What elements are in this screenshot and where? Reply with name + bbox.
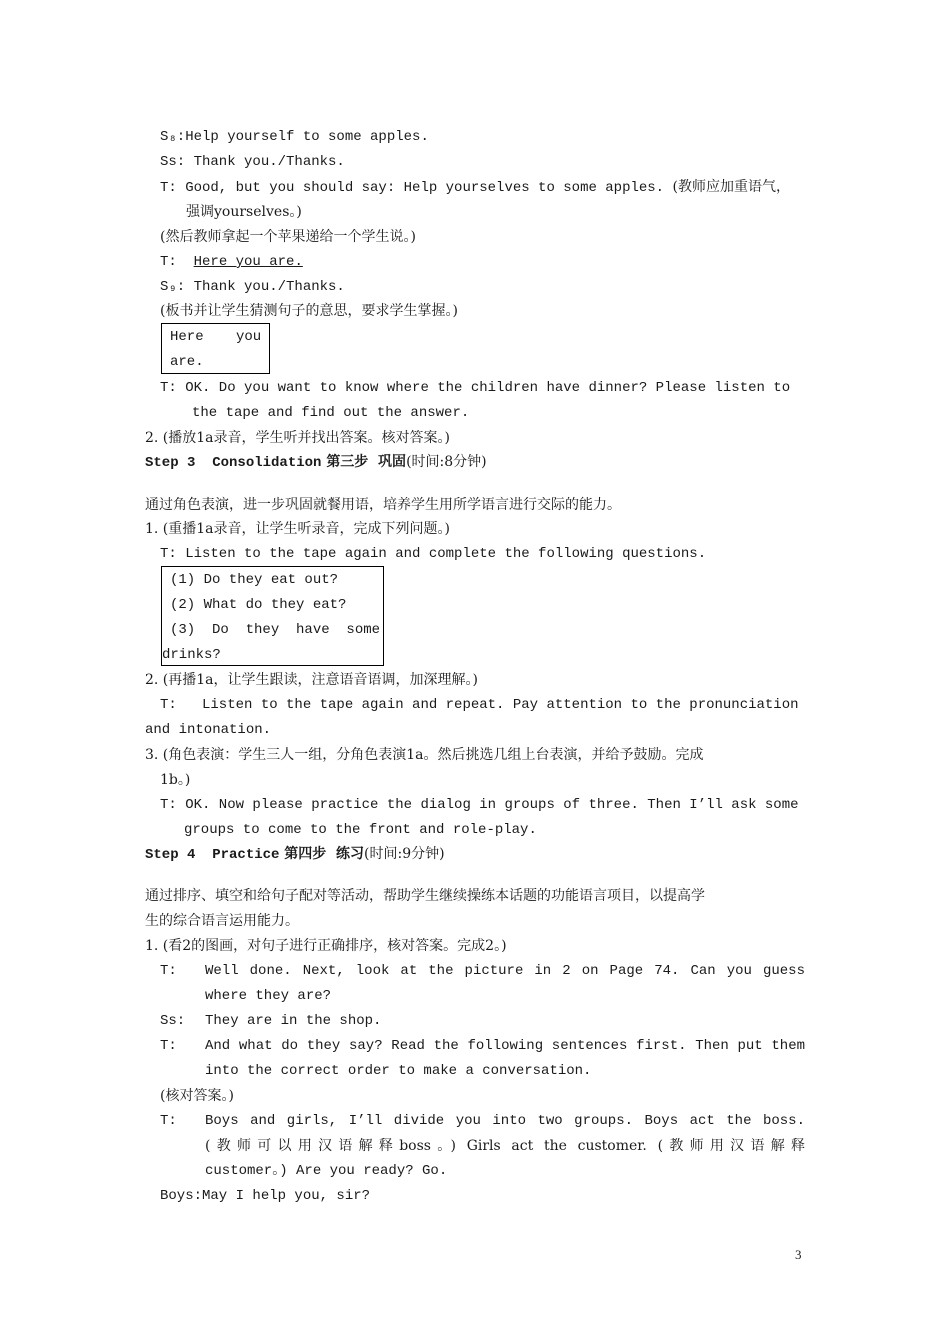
- dialog-line-t-here: [160, 252, 303, 272]
- page-number: 3: [795, 1247, 802, 1262]
- step-3-heading: [145, 452, 487, 473]
- procedure-item-3-continued: 1b。): [160, 772, 191, 788]
- dialog-line-ss: Ss: Thank you./Thanks.: [160, 154, 345, 170]
- procedure-item-2: 2. (播放1a录音，学生听并找出答案。核对答案。): [145, 430, 450, 446]
- procedure-item-3: 3. (角色表演：学生三人一组，分角色表演1a。然后挑选几组上台表演，并给予鼓励。完成: [145, 747, 704, 763]
- procedure-item-1: 1. (重播1a录音，让学生听录音，完成下列问题。): [145, 521, 450, 537]
- step-4-heading: [145, 844, 445, 865]
- question-3-continued: drinks?: [162, 647, 221, 663]
- dialog-line-continued-3: groups to come to the front and role-play.: [184, 822, 537, 838]
- step-4-goal: 通过排序、填空和给句子配对等活动，帮助学生继续操练本话题的功能语言项目，以提高学: [145, 888, 705, 904]
- procedure-item-1b: 1. (看2的图画，对句子进行正确排序，核对答案。完成2。): [145, 938, 507, 954]
- step-3-cn: 第三步 巩固: [326, 454, 407, 470]
- teacher-note-continued: 强调yourselves。): [186, 204, 302, 220]
- dialog-line-s9: S₉: Thank you./Thanks.: [160, 279, 345, 295]
- dialog-line-t-repeat: T: Listen to the tape again and repeat. Pay attention to the pronunciation: [160, 697, 799, 713]
- question-2: (2) What do they eat?: [170, 597, 347, 613]
- question-3: (3) Do they have some: [170, 622, 381, 638]
- speaker-t-3: T:: [160, 1113, 177, 1129]
- speaker-ss: Ss:: [160, 1013, 186, 1029]
- dialog-line-t-practice: T: OK. Now please practice the dialog in groups of three. Then I’ll ask some: [160, 797, 799, 813]
- step-4-time: (时间:9分钟): [364, 846, 445, 862]
- dialog-line-what-say: And what do they say? Read the following sentences first. Then put them: [205, 1038, 805, 1054]
- stage-direction: (然后教师拿起一个苹果递给一个学生说。): [160, 229, 416, 245]
- speaker-t-1: T:: [160, 963, 177, 979]
- questions-box: [161, 566, 384, 666]
- stage-direction-check: (核对答案。): [160, 1088, 234, 1104]
- dialog-line-boss: (教师可以用汉语解释boss。) Girls act the customer. (教师用汉语解释: [205, 1138, 805, 1154]
- dialog-line-boys: Boys:May I help you, sir?: [160, 1188, 371, 1204]
- dialog-text: T: Good, but you should say: Help yourselves to some apples.: [160, 180, 665, 196]
- box-word-are: are.: [170, 354, 204, 370]
- dialog-line-continued-2: and intonation.: [145, 722, 272, 738]
- step-4-goal-continued: 生的综合语言运用能力。: [145, 913, 299, 929]
- step-3-goal: 通过角色表演，进一步巩固就餐用语，培养学生用所学语言进行交际的能力。: [145, 497, 621, 513]
- dialog-line-well-done: Well done. Next, look at the picture in 2 on Page 74. Can you guess: [205, 963, 805, 979]
- dialog-line-s8: S₈:Help yourself to some apples.: [160, 129, 429, 145]
- stage-direction-board: (板书并让学生猜测句子的意思，要求学生掌握。): [160, 303, 458, 319]
- dialog-line-order: into the correct order to make a conversation.: [205, 1063, 592, 1079]
- step-4-cn: 第四步 练习: [284, 846, 365, 862]
- dialog-line-t-good: [160, 177, 790, 198]
- dialog-line-t-listen: T: Listen to the tape again and complete the following questions.: [160, 546, 707, 562]
- dialog-line-where: where they are?: [205, 988, 332, 1004]
- speaker-label: T:: [160, 254, 177, 270]
- dialog-line-groups: Boys and girls, I’ll divide you into two groups. Boys act the boss.: [205, 1113, 805, 1129]
- dialog-line-shop: They are in the shop.: [205, 1013, 382, 1029]
- step-4-en: Step 4 Practice: [145, 847, 280, 863]
- board-writing-box: [161, 323, 270, 374]
- dialog-line-continued: the tape and find out the answer.: [192, 405, 470, 421]
- box-word-you: you: [236, 329, 262, 345]
- step-3-time: (时间:8分钟): [406, 454, 487, 470]
- teacher-note: (教师应加重语气，: [672, 179, 790, 195]
- dialog-line-t-ok: T: OK. Do you want to know where the children have dinner? Please listen to: [160, 380, 791, 396]
- underlined-phrase: Here you are.: [193, 254, 303, 270]
- speaker-t-2: T:: [160, 1038, 177, 1054]
- question-1: (1) Do they eat out?: [170, 572, 339, 588]
- dialog-line-ready: customer。) Are you ready? Go.: [205, 1163, 448, 1179]
- box-word-here: Here: [170, 329, 204, 345]
- step-3-en: Step 3 Consolidation: [145, 455, 322, 471]
- procedure-item-2b: 2. (再播1a，让学生跟读，注意语音语调，加深理解。): [145, 672, 478, 688]
